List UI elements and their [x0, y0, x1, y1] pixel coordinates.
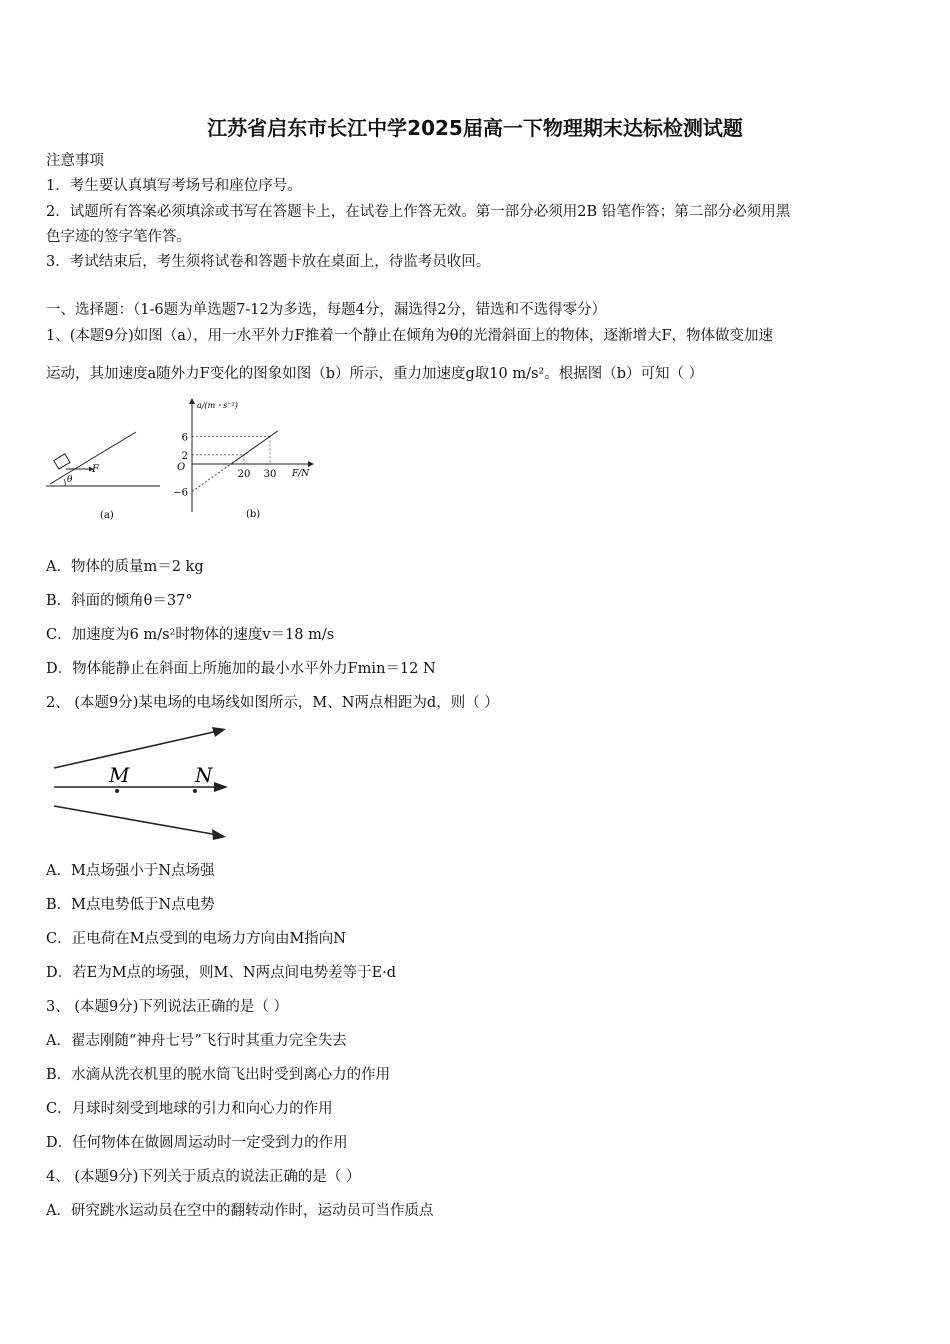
point-m — [115, 789, 119, 793]
section-heading: 一、选择题：（1-6题为单选题7-12为多选，每题4分，漏选得2分，错选和不选得零分） — [46, 302, 607, 318]
field-line-top — [54, 731, 218, 768]
field-line-middle-arrowhead — [214, 782, 228, 792]
field-line-top-arrowhead — [212, 727, 226, 737]
q3-option-a[interactable]: A．翟志刚随“神舟七号”飞行时其重力完全失去 — [46, 1033, 347, 1049]
q1-option-d[interactable]: D．物体能静止在斜面上所施加的最小水平外力Fmin＝12 N — [46, 661, 436, 677]
angle-label: θ — [67, 475, 73, 485]
q1-stem-line-2: 运动，其加速度a随外力F变化的图象如图（b）所示，重力加速度g取10 m/s²。根据图（b）可知（ ） — [46, 366, 704, 382]
q4-stem: 4、 (本题9分)下列关于质点的说法正确的是（ ） — [46, 1169, 361, 1185]
q1-stem-line-1: 1、(本题9分)如图（a），用一水平外力F推着一个静止在倾角为θ的光滑斜面上的物体，逐渐增大F，物体做变加速 — [46, 328, 774, 344]
x-tick-label: 20 — [237, 469, 251, 480]
point-n-label: N — [195, 763, 213, 787]
point-m-label: M — [109, 763, 130, 787]
q3-option-c[interactable]: C．月球时刻受到地球的引力和向心力的作用 — [46, 1101, 333, 1117]
field-line-bottom-arrowhead — [212, 829, 226, 840]
page-title: 江苏省启东市长江中学2025届高一下物理期末达标检测试题 — [207, 116, 743, 140]
notice-item-3: 3．考试结束后，考生须将试卷和答题卡放在桌面上，待监考员收回。 — [46, 254, 491, 270]
q1-figure-b — [168, 394, 328, 524]
angle-arc — [64, 479, 65, 486]
q2-option-c[interactable]: C．正电荷在M点受到的电场力方向由M指向N — [46, 931, 346, 947]
q3-option-b[interactable]: B．水滴从洗衣机里的脱水筒飞出时受到离心力的作用 — [46, 1067, 391, 1083]
y-tick-label: −6 — [173, 487, 188, 499]
figure-b-ylabel: a/(m・s⁻²) — [197, 401, 238, 410]
series-line-solid — [231, 431, 278, 464]
x-axis-arrowhead — [308, 461, 314, 467]
figure-b-origin: O — [177, 462, 186, 473]
series-line-dashed — [192, 464, 231, 492]
notice-heading: 注意事项 — [46, 153, 104, 169]
notice-item-1: 1．考生要认真填写考场号和座位序号。 — [46, 178, 302, 194]
y-axis-arrowhead — [189, 398, 195, 404]
q2-option-d[interactable]: D．若E为M点的场强，则M、N两点间电势差等于E·d — [46, 965, 397, 981]
notice-item-2: 2．试题所有答案必须填涂或书写在答题卡上，在试卷上作答无效。第一部分必须用2B 铅笔作答；第二部分必须用黑 — [46, 204, 791, 220]
q3-stem: 3、 (本题9分)下列说法正确的是（ ） — [46, 999, 288, 1015]
notice-item-2-cont: 色字迹的签字笔作答。 — [46, 229, 191, 245]
q1-figure-a — [44, 424, 168, 524]
q3-option-d[interactable]: D．任何物体在做圆周运动时一定受到力的作用 — [46, 1135, 348, 1151]
figure-a-caption: (a) — [100, 510, 114, 521]
figure-b-xlabel: F/N — [292, 469, 310, 479]
force-label: F — [92, 464, 99, 475]
q2-stem: 2、 (本题9分)某电场的电场线如图所示，M、N两点相距为d，则（ ） — [46, 695, 499, 711]
q1-option-a[interactable]: A．物体的质量m＝2 kg — [46, 559, 204, 575]
x-tick-label: 30 — [263, 469, 277, 480]
y-tick-label: 2 — [181, 450, 188, 462]
q2-option-b[interactable]: B．M点电势低于N点电势 — [46, 897, 215, 913]
figure-b-caption: (b) — [246, 509, 261, 520]
field-line-bottom — [54, 806, 218, 835]
block-on-incline — [54, 454, 70, 469]
q1-option-b[interactable]: B．斜面的倾角θ＝37° — [46, 593, 193, 609]
q1-option-c[interactable]: C．加速度为6 m/s²时物体的速度v＝18 m/s — [46, 627, 335, 643]
q4-option-a[interactable]: A．研究跳水运动员在空中的翻转动作时，运动员可当作质点 — [46, 1203, 434, 1219]
q2-option-a[interactable]: A．M点场强小于N点场强 — [46, 863, 215, 879]
point-n — [193, 789, 197, 793]
q2-field-figure — [46, 724, 230, 848]
y-tick-label: 6 — [181, 432, 188, 444]
